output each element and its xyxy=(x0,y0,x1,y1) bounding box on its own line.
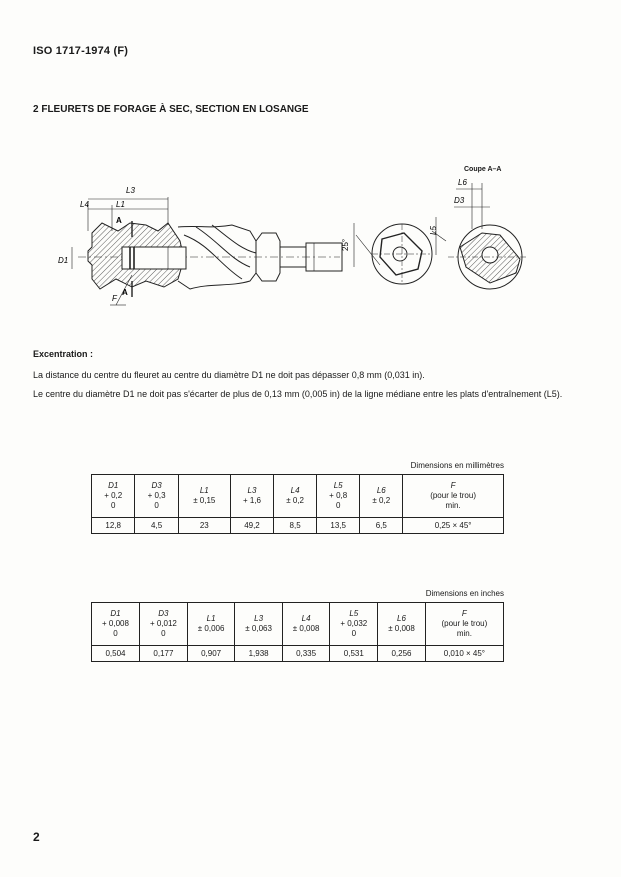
table-mm-header-cell: L1 ± 0,15 xyxy=(178,475,230,518)
table-millimetres xyxy=(91,461,504,534)
label-l6: L6 xyxy=(458,178,467,187)
label-f: F xyxy=(112,294,117,303)
table-mm-value-row xyxy=(92,518,504,534)
excentration-paragraph-1: La distance du centre du fleuret au centre du diamètre D1 ne doit pas dépasser 0,8 mm (0,031 in). xyxy=(33,370,425,380)
table-mm-header-cell: L4 ± 0,2 xyxy=(274,475,317,518)
table-mm-header-cell: F (pour le trou) min. xyxy=(403,475,504,518)
table-in-header-cell: L1 ± 0,006 xyxy=(187,603,234,646)
table-in-header-cell: D1 + 0,008 0 xyxy=(92,603,140,646)
table-in-header-row xyxy=(92,603,504,646)
table-in-value: 1,938 xyxy=(235,646,282,662)
table-mm-value: 13,5 xyxy=(316,518,359,534)
coupe-label: Coupe A–A xyxy=(464,166,502,173)
table-mm-value: 4,5 xyxy=(135,518,178,534)
table-in-header-cell: F (pour le trou) min. xyxy=(425,603,503,646)
table-mm-value: 6,5 xyxy=(360,518,403,534)
label-d3: D3 xyxy=(454,196,465,205)
label-l1: L1 xyxy=(116,200,125,209)
table-mm-header-cell: D3 + 0,3 0 xyxy=(135,475,178,518)
table-in-value: 0,177 xyxy=(139,646,187,662)
label-a-top: A xyxy=(116,216,122,225)
table-mm-header-cell: L5 + 0,8 0 xyxy=(316,475,359,518)
table-in-header-cell: L3 ± 0,063 xyxy=(235,603,282,646)
table-mm-value: 23 xyxy=(178,518,230,534)
table-mm-value: 12,8 xyxy=(92,518,135,534)
technical-drawing xyxy=(50,155,530,320)
table-in-value: 0,256 xyxy=(378,646,425,662)
table-mm-caption: Dimensions en millimètres xyxy=(410,461,504,470)
label-l5: L5 xyxy=(429,226,438,235)
table-mm-header-cell: L6 ± 0,2 xyxy=(360,475,403,518)
table-mm-header-cell: D1 + 0,2 0 xyxy=(92,475,135,518)
table-mm-value: 49,2 xyxy=(230,518,273,534)
section-title: 2 FLEURETS DE FORAGE À SEC, SECTION EN LOSANGE xyxy=(33,104,309,115)
table-in-header-cell: L5 + 0,032 0 xyxy=(330,603,378,646)
label-d1: D1 xyxy=(58,256,69,265)
excentration-paragraph-2: Le centre du diamètre D1 ne doit pas s'écarter de plus de 0,13 mm (0,005 in) de la ligne médiane entre les plats d'entraînement (L5). xyxy=(33,389,563,399)
label-l4: L4 xyxy=(80,200,89,209)
table-in-value-row xyxy=(92,646,504,662)
table-in-value: 0,335 xyxy=(282,646,329,662)
label-angle: 25° xyxy=(341,238,350,251)
table-mm-value: 0,25 × 45° xyxy=(403,518,504,534)
section-a-a xyxy=(436,183,526,289)
label-a-bottom: A xyxy=(122,288,128,297)
table-mm-header-row xyxy=(92,475,504,518)
table-in-value: 0,010 × 45° xyxy=(425,646,503,662)
table-in-value: 0,531 xyxy=(330,646,378,662)
table-in-header-cell: D3 + 0,012 0 xyxy=(139,603,187,646)
table-mm-header-cell: L3 + 1,6 xyxy=(230,475,273,518)
label-l3: L3 xyxy=(126,186,135,195)
table-in-value: 0,504 xyxy=(92,646,140,662)
table-inches xyxy=(91,589,504,662)
page-number: 2 xyxy=(33,830,40,844)
table-in-value: 0,907 xyxy=(187,646,234,662)
table-in-header-cell: L4 ± 0,008 xyxy=(282,603,329,646)
side-view xyxy=(72,197,342,305)
document-standard: ISO 1717-1974 (F) xyxy=(33,45,129,57)
table-in-header-cell: L6 ± 0,008 xyxy=(378,603,425,646)
excentration-title: Excentration : xyxy=(33,349,94,359)
table-mm-value: 8,5 xyxy=(274,518,317,534)
table-in-caption: Dimensions en inches xyxy=(425,589,504,598)
